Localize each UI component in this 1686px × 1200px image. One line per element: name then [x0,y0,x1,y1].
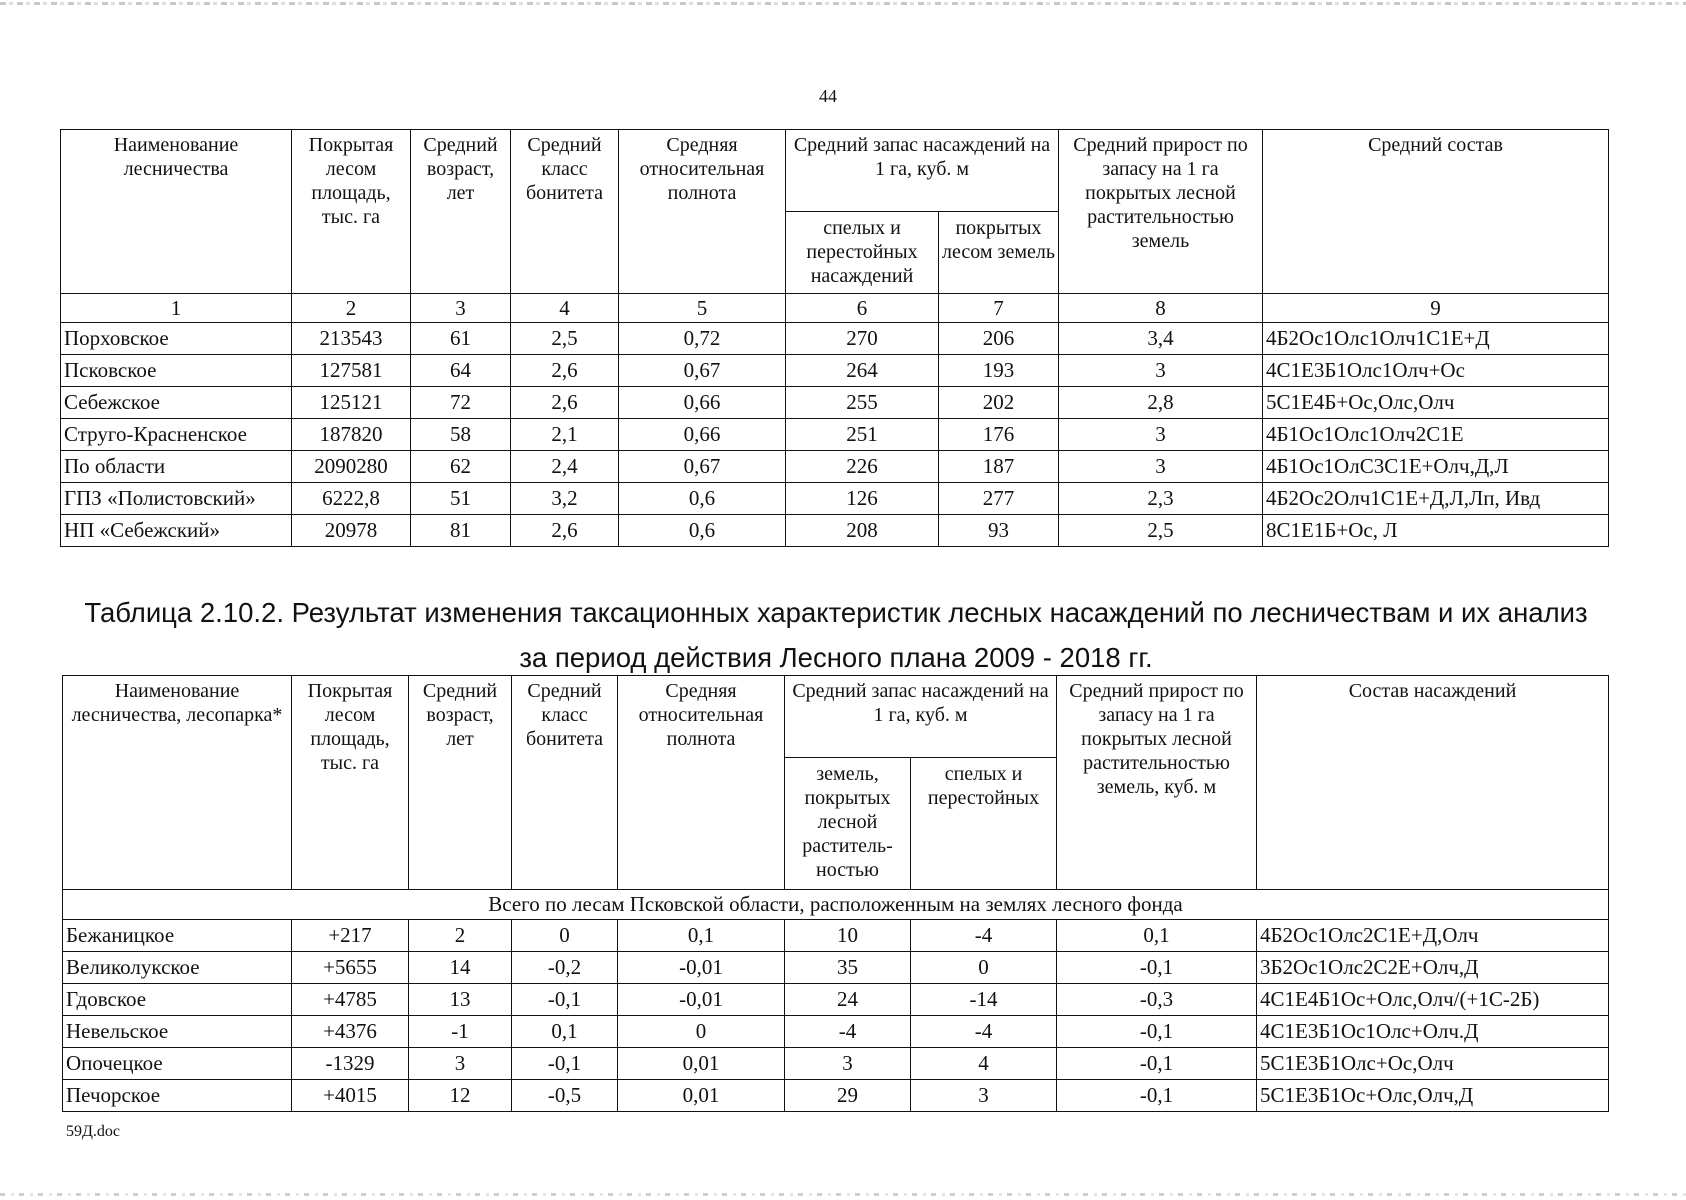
header-area: Покрытая лесом площадь, тыс. га [292,676,409,890]
cell-stock-mature: -4 [911,920,1057,952]
header-stock-mature: спелых и перестойных насаждений [786,212,939,294]
cell-stock-mature: 251 [786,419,939,451]
cell-growth: 3 [1059,451,1263,483]
cell-area: +5655 [292,952,409,984]
cell-age: 12 [409,1080,512,1112]
cell-stock-mature: -4 [911,1016,1057,1048]
table-row [63,984,1609,1016]
cell-name: По области [61,451,292,483]
cell-composition: 5С1Е4Б+Ос,Олс,Олч [1263,387,1609,419]
cell-area: 127581 [292,355,411,387]
cell-growth: 2,3 [1059,483,1263,515]
cell-bonitet: -0,1 [512,984,618,1016]
forestry-summary-table [60,129,1609,547]
cell-name: Струго-Красненское [61,419,292,451]
header-growth: Средний прирост по запасу на 1 га покрытых лесной растительностью земель, куб. м [1057,676,1257,890]
table-row [61,323,1609,355]
scan-edge-bottom [0,1193,1686,1196]
cell-age: 81 [411,515,511,547]
cell-growth: -0,1 [1057,1016,1257,1048]
cell-growth: 2,5 [1059,515,1263,547]
col-number: 1 [61,294,292,323]
cell-density: 0,01 [618,1048,785,1080]
cell-composition: 4С1Е4Б1Ос+Олс,Олч/(+1С-2Б) [1257,984,1609,1016]
cell-composition: 4С1Е3Б1Ос1Олс+Олч.Д [1257,1016,1609,1048]
cell-growth: -0,3 [1057,984,1257,1016]
cell-stock-covered: 187 [939,451,1059,483]
header-density: Средняя относительная полнота [619,130,786,294]
section-row [63,890,1609,920]
cell-stock-covered: 10 [785,920,911,952]
cell-stock-mature: 3 [911,1080,1057,1112]
header-area: Покрытая лесом площадь, тыс. га [292,130,411,294]
table-row [61,451,1609,483]
cell-name: Невельское [63,1016,292,1048]
cell-density: 0,67 [619,451,786,483]
cell-age: 62 [411,451,511,483]
cell-bonitet: 0 [512,920,618,952]
cell-age: 64 [411,355,511,387]
table-row [63,1016,1609,1048]
cell-stock-covered: 202 [939,387,1059,419]
col-number: 9 [1263,294,1609,323]
cell-bonitet: 2,6 [511,515,619,547]
cell-composition: 4С1Е3Б1Олс1Олч+Ос [1263,355,1609,387]
cell-growth: 2,8 [1059,387,1263,419]
cell-stock-covered: 193 [939,355,1059,387]
cell-composition: 8С1Е1Б+Ос, Л [1263,515,1609,547]
header-density: Средняя относительная полнота [618,676,785,890]
cell-age: 3 [409,1048,512,1080]
cell-stock-mature: 4 [911,1048,1057,1080]
cell-age: 72 [411,387,511,419]
cell-composition: 4Б2Ос1Олс1Олч1С1Е+Д [1263,323,1609,355]
cell-stock-covered: 277 [939,483,1059,515]
cell-composition: 4Б2Ос1Олс2С1Е+Д,Олч [1257,920,1609,952]
table-row [61,355,1609,387]
table-row [61,515,1609,547]
table-row [61,419,1609,451]
cell-density: 0,1 [618,920,785,952]
header-name: Наименование лесничества, лесопарка* [63,676,292,890]
cell-composition: 4Б1Ос1ОлС3С1Е+Олч,Д,Л [1263,451,1609,483]
cell-name: Бежаницкое [63,920,292,952]
cell-bonitet: 2,6 [511,387,619,419]
caption-line-1: Таблица 2.10.2. Результат изменения таксационных характеристик лесных насаждений по лесничествам и их анализ [84,597,1588,628]
cell-area: +4785 [292,984,409,1016]
table-row [63,952,1609,984]
cell-name: ГПЗ «Полистовский» [61,483,292,515]
cell-growth: 3 [1059,355,1263,387]
cell-density: 0,6 [619,515,786,547]
cell-name: Псковское [61,355,292,387]
header-composition: Средний состав [1263,130,1609,294]
cell-age: 51 [411,483,511,515]
cell-area: +4015 [292,1080,409,1112]
cell-bonitet: 2,4 [511,451,619,483]
cell-density: 0,67 [619,355,786,387]
table-caption [0,590,1672,680]
cell-growth: 0,1 [1057,920,1257,952]
cell-area: 213543 [292,323,411,355]
cell-stock-covered: -4 [785,1016,911,1048]
cell-name: Себежское [61,387,292,419]
scan-edge-top [0,2,1686,5]
cell-growth: -0,1 [1057,952,1257,984]
cell-area: 2090280 [292,451,411,483]
cell-bonitet: -0,2 [512,952,618,984]
header-age: Средний возраст, лет [409,676,512,890]
header-growth: Средний прирост по запасу на 1 га покрытых лесной растительностью земель [1059,130,1263,294]
col-number: 6 [786,294,939,323]
cell-stock-covered: 206 [939,323,1059,355]
cell-stock-covered: 3 [785,1048,911,1080]
cell-age: 58 [411,419,511,451]
header-stock-mature: спелых и перестойных [911,758,1057,890]
table-row [61,483,1609,515]
cell-stock-covered: 176 [939,419,1059,451]
cell-stock-mature: 0 [911,952,1057,984]
cell-density: 0,72 [619,323,786,355]
cell-stock-mature: 255 [786,387,939,419]
cell-stock-covered: 35 [785,952,911,984]
col-number: 7 [939,294,1059,323]
cell-area: 125121 [292,387,411,419]
cell-bonitet: 2,5 [511,323,619,355]
cell-bonitet: 2,6 [511,355,619,387]
cell-stock-covered: 93 [939,515,1059,547]
cell-name: Опочецкое [63,1048,292,1080]
table-row [61,387,1609,419]
table-row [63,920,1609,952]
cell-area: 20978 [292,515,411,547]
cell-area: 187820 [292,419,411,451]
cell-composition: 4Б2Ос2Олч1С1Е+Д,Л,Лп, Ивд [1263,483,1609,515]
header-age: Средний возраст, лет [411,130,511,294]
cell-age: -1 [409,1016,512,1048]
cell-age: 13 [409,984,512,1016]
header-stock-group: Средний запас насаждений на 1 га, куб. м [786,130,1059,212]
cell-density: 0 [618,1016,785,1048]
file-name-footer: 59Д.doc [66,1123,121,1140]
cell-area: +4376 [292,1016,409,1048]
header-name: Наименование лесничества [61,130,292,294]
header-bonitet: Средний класс бонитета [512,676,618,890]
cell-bonitet: 0,1 [512,1016,618,1048]
cell-stock-mature: -14 [911,984,1057,1016]
cell-age: 2 [409,920,512,952]
cell-composition: 5С1Е3Б1Ос+Олс,Олч,Д [1257,1080,1609,1112]
col-number: 4 [511,294,619,323]
cell-stock-mature: 226 [786,451,939,483]
cell-composition: 4Б1Ос1Олс1Олч2С1Е [1263,419,1609,451]
cell-density: 0,66 [619,387,786,419]
page-number: 44 [819,86,837,106]
col-number: 8 [1059,294,1263,323]
cell-stock-mature: 126 [786,483,939,515]
cell-stock-covered: 24 [785,984,911,1016]
cell-area: 6222,8 [292,483,411,515]
cell-density: 0,01 [618,1080,785,1112]
col-number: 5 [619,294,786,323]
header-stock-covered: земель, покрытых лесной раститель- ностью [785,758,911,890]
cell-stock-mature: 270 [786,323,939,355]
cell-density: 0,6 [619,483,786,515]
cell-density: -0,01 [618,984,785,1016]
cell-growth: 3 [1059,419,1263,451]
header-composition: Состав насаждений [1257,676,1609,890]
table-row [63,1048,1609,1080]
cell-area: -1329 [292,1048,409,1080]
column-number-row [61,294,1609,323]
caption-line-2: за период действия Лесного плана 2009 - 2018 гг. [519,642,1153,673]
cell-bonitet: 2,1 [511,419,619,451]
cell-name: Гдовское [63,984,292,1016]
header-stock-group: Средний запас насаждений на 1 га, куб. м [785,676,1057,758]
cell-bonitet: 3,2 [511,483,619,515]
cell-age: 61 [411,323,511,355]
cell-growth: 3,4 [1059,323,1263,355]
header-bonitet: Средний класс бонитета [511,130,619,294]
cell-density: -0,01 [618,952,785,984]
cell-growth: -0,1 [1057,1048,1257,1080]
col-number: 3 [411,294,511,323]
cell-area: +217 [292,920,409,952]
cell-growth: -0,1 [1057,1080,1257,1112]
cell-composition: 3Б2Ос1Олс2С2Е+Олч,Д [1257,952,1609,984]
cell-stock-mature: 208 [786,515,939,547]
cell-bonitet: -0,1 [512,1048,618,1080]
section-title: Всего по лесам Псковской области, расположенным на землях лесного фонда [63,890,1609,920]
header-stock-covered: покрытых лесом земель [939,212,1059,294]
cell-name: Порховское [61,323,292,355]
table-row [63,1080,1609,1112]
cell-name: НП «Себежский» [61,515,292,547]
cell-composition: 5С1Е3Б1Олс+Ос,Олч [1257,1048,1609,1080]
cell-age: 14 [409,952,512,984]
cell-name: Печорское [63,1080,292,1112]
cell-name: Великолукское [63,952,292,984]
cell-stock-mature: 264 [786,355,939,387]
forestry-changes-table [62,675,1609,1112]
cell-stock-covered: 29 [785,1080,911,1112]
cell-density: 0,66 [619,419,786,451]
cell-bonitet: -0,5 [512,1080,618,1112]
col-number: 2 [292,294,411,323]
